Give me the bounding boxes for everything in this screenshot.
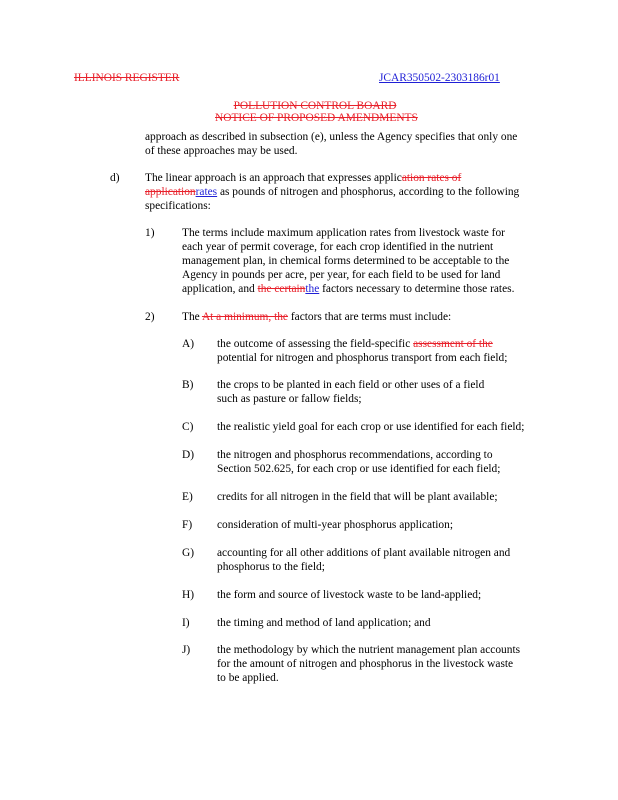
inserted-text: the bbox=[305, 283, 320, 295]
subitem-label: A) bbox=[182, 338, 195, 350]
subitem-line: the crops to be planted in each field or other uses of a field bbox=[217, 379, 485, 391]
board-name: POLLUTION CONTROL BOARD bbox=[233, 100, 397, 112]
subitem-line: the realistic yield goal for each crop or use identified for each field; bbox=[217, 421, 525, 433]
register-title: ILLINOIS REGISTER bbox=[74, 72, 180, 84]
notice-title: NOTICE OF PROPOSED AMENDMENTS bbox=[215, 112, 418, 124]
subitem-label: D) bbox=[182, 449, 195, 461]
intro-text: specifies that only bbox=[415, 131, 501, 143]
item-1-line-5 bbox=[182, 282, 514, 296]
subitem-line: consideration of multi-year phosphorus application; bbox=[217, 519, 453, 531]
subitem-line: for the amount of nitrogen and phosphorus in the livestock waste bbox=[217, 658, 514, 670]
item-1-line-2: each year of permit coverage, for each crop identified in the nutrient bbox=[182, 241, 494, 253]
subitem-label: F) bbox=[182, 519, 193, 531]
body-text: the outcome of assessing the field-specific bbox=[217, 338, 414, 350]
item-2-line-1 bbox=[182, 310, 451, 324]
deleted-text: assessment of the bbox=[413, 338, 493, 350]
subitem-line: the form and source of livestock waste to be land-applied; bbox=[217, 589, 482, 601]
subitem-line: the timing and method of land application; and bbox=[217, 617, 431, 629]
subsection-d-line-2 bbox=[145, 185, 519, 199]
intro-line-1 bbox=[145, 130, 517, 144]
subitem-line: potential for nitrogen and phosphorus transport from each field; bbox=[217, 352, 508, 364]
subitem-line: the methodology by which the nutrient management plan accounts bbox=[217, 644, 521, 656]
subitem-line: the nitrogen and phosphorus recommendations, according to bbox=[217, 449, 493, 461]
deleted-text: application bbox=[145, 186, 196, 198]
subitem-line: Section 502.625, for each crop or use identified for each field; bbox=[217, 463, 501, 475]
subitem-line: such as pasture or fallow fields; bbox=[217, 393, 362, 405]
intro-line-2 bbox=[145, 144, 297, 158]
subitem-label: I) bbox=[182, 617, 190, 629]
subitem-label: C) bbox=[182, 421, 194, 433]
subsection-d-line-3: specifications: bbox=[145, 200, 211, 212]
intro-text: of these approaches may bbox=[145, 145, 261, 157]
subitem-label: H) bbox=[182, 589, 195, 601]
subsection-d-label: d) bbox=[110, 172, 120, 184]
item-1-line-1: The terms include maximum application rates from livestock waste for bbox=[182, 227, 505, 239]
subitem-line: accounting for all other additions of plant available nitrogen and bbox=[217, 547, 511, 559]
intro-text: one bbox=[500, 131, 518, 143]
body-text: factors that are terms must include: bbox=[288, 311, 452, 323]
subitem-line bbox=[217, 337, 493, 351]
subitem-label: B) bbox=[182, 379, 194, 391]
jcar-code: JCAR350502-2303186r01 bbox=[379, 72, 500, 84]
body-text: factors necessary to determine those rates. bbox=[319, 283, 515, 295]
intro-text: approach as described in subsection (e), unless the Agency bbox=[145, 131, 416, 143]
body-text: as pounds of nitrogen and phosphorus, according to the following bbox=[217, 186, 520, 198]
subitem-label: J) bbox=[182, 644, 191, 656]
intro-text: be used. bbox=[260, 145, 298, 157]
subitem-line: to be applied. bbox=[217, 672, 279, 684]
body-text: application, and bbox=[182, 283, 258, 295]
inserted-text: rates bbox=[195, 186, 218, 198]
deleted-text: At a minimum, the bbox=[201, 311, 288, 323]
subsection-d-line-1 bbox=[145, 171, 461, 185]
body-text: The linear approach is an approach that expresses applic bbox=[145, 172, 402, 184]
deleted-text: ation rates of bbox=[401, 172, 462, 184]
item-2-label: 2) bbox=[145, 311, 155, 323]
body-text: The bbox=[182, 311, 202, 323]
subitem-line: phosphorus to the field; bbox=[217, 561, 325, 573]
subitem-label: G) bbox=[182, 547, 195, 559]
item-1-line-4: Agency in pounds per acre, per year, for each field to be used for land bbox=[182, 269, 501, 281]
subitem-label: E) bbox=[182, 491, 193, 503]
subitem-line: credits for all nitrogen in the field that will be plant available; bbox=[217, 491, 498, 503]
item-1-label: 1) bbox=[145, 227, 155, 239]
item-1-line-3: management plan, in chemical forms determined to be acceptable to the bbox=[182, 255, 510, 267]
deleted-text: the certain bbox=[257, 283, 306, 295]
